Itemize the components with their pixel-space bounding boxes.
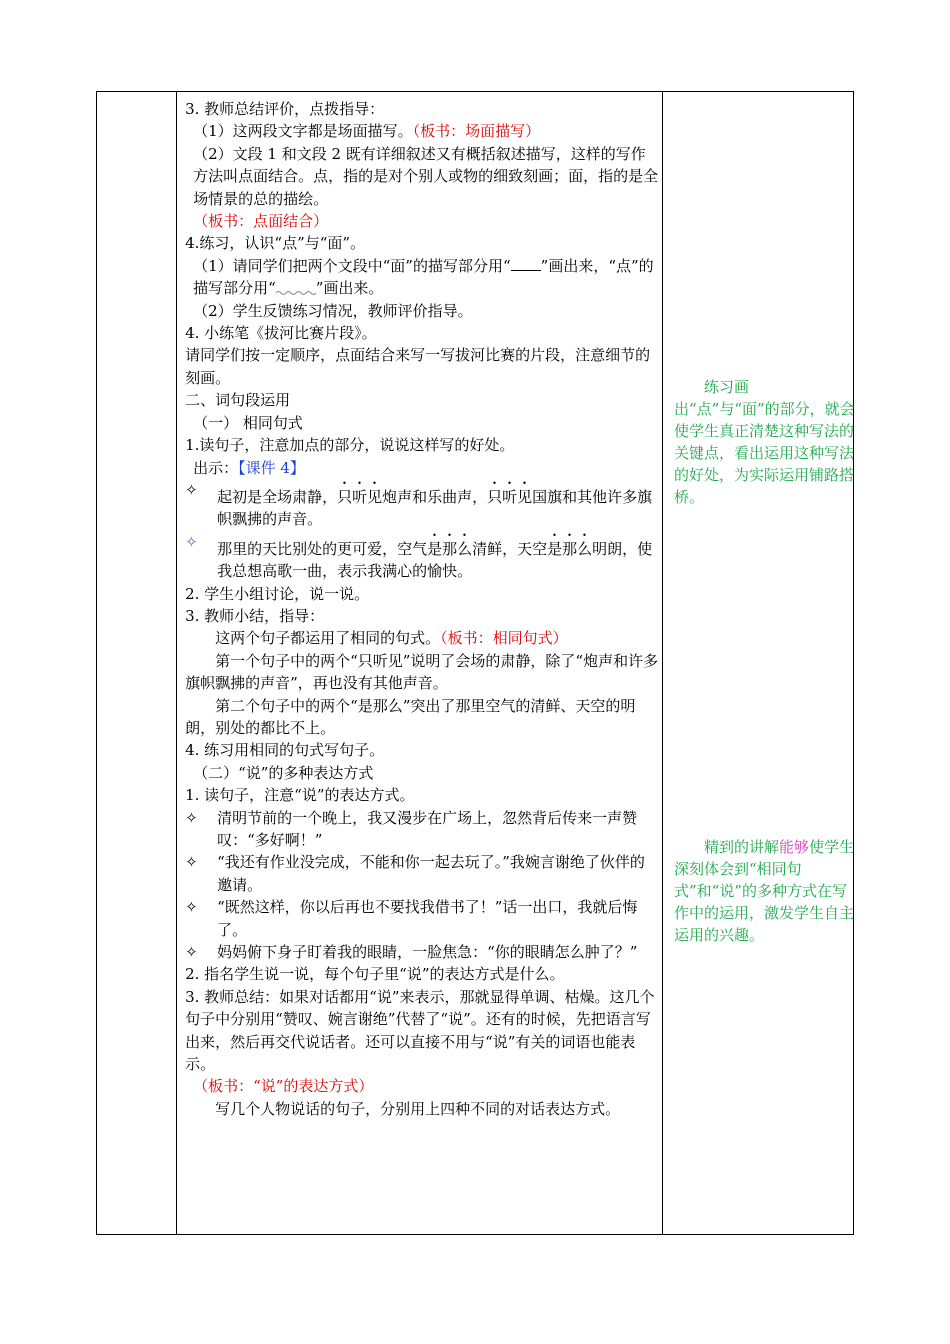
sentence-example-1: ✧ 起初是全场肃静，只听见炮声和乐曲声，只听见国旗和其他许多旗帜飘拂的声音。 [185,479,660,531]
teaching-content [177,92,662,1120]
teacher-conclusion: 3. 教师总结：如果对话都用“说”来表示，那就显得单调、枯燥。这几个句子中分别用“赞叹、婉言谢绝”代替了“说”。还有的时候，先把语言写出来，然后再交代说话者。还可以直接不用与“说”有关的词语也能表示。 [185,987,655,1074]
reading-instruction: 1.读句子，注意加点的部分，说说这样写的好处。 [185,436,515,455]
board-same-pattern: （板书：相同句式） [440,629,568,648]
emphasis-dots: 是那么 [427,539,473,558]
writing-task: 写几个人物说话的句子，分别用上四种不同的对话表达方式。 [215,1099,621,1118]
practice-same-pattern: 4. 练习用相同的句式写句子。 [185,741,385,760]
say-example-4: ✧ 妈妈俯下身子盯着我的眼睛，一脸焦急：“你的眼睛怎么肿了？” [185,941,660,963]
board-say-expression: （板书：“说”的表达方式） [193,1077,374,1096]
sentence-example-2: ✧ 那里的天比别处的更可爱，空气是那么清鲜，天空是那么明朗，使我总想高歌一曲，表示我满心的愉快。 [185,531,660,583]
blank-column [97,92,177,1235]
diamond-bullet-icon: ✧ [185,532,198,551]
board-scene-description: （板书：场面描写） [412,122,541,141]
diamond-bullet-icon: ✧ [185,808,198,827]
point-1: （1）这两段文字都是场面描写。（板书：场面描写） [193,122,541,141]
courseware-line: 出示：【课件 4】 [193,458,305,477]
read-say-instruction: 1. 读句子，注意“说”的表达方式。 [185,786,415,805]
board-point-area: （板书：点面结合） [193,212,329,231]
design-notes-cell [662,92,853,1235]
writing-exercise-heading: 4. 小练笔《拔河比赛片段》。 [185,324,377,343]
note-2-lead: 精到的讲解 [704,838,780,856]
lesson-table [96,91,854,1235]
summary-sentence-1: 第一个句子中的两个“只听见”说明了会场的肃静，除了“炮声和许多旗帜飘拂的声音”，再也没有其他声音。 [185,651,659,693]
note-2-highlight: 能够 [779,838,810,856]
say-example-3: ✧ “既然这样，你以后再也不要找我借书了！”话一出口，我就后悔了。 [185,896,660,941]
diamond-bullet-icon: ✧ [185,943,198,962]
point-2: （2）文段 1 和文段 2 既有详细叙述又有概括叙述描写，这样的写作方法叫点面结合。点，指的是对个别人或物的细致刻画；面，指的是全场情景的总的描绘。 [193,144,659,208]
note-2-body: 使学生深刻体会到“相同句式”和“说”的多种方式在写作中的运用，激发学生自主运用的兴趣。 [674,838,855,944]
practice-heading: 4.练习，认识“点”与“面”。 [185,234,366,253]
note-1-body: 出“点”与“面”的部分，就会使学生真正清楚这种写法的关键点，看出运用这种写法的好处，为实际运用铺路搭桥。 [674,400,855,506]
emphasis-dots: 是那么 [547,539,593,558]
group-discussion: 2. 学生小组讨论，说一说。 [185,584,370,603]
writing-exercise-instruction: 请同学们按一定顺序，点面结合来写一写拔河比赛的片段，注意细节的刻画。 [185,346,651,387]
section-2-heading: 二、词句段运用 [185,391,291,410]
diamond-bullet-icon: ✧ [185,480,198,499]
say-example-1: ✧ 清明节前的一个晚上，我又漫步在广场上，忽然背后传来一声赞叹：“多好啊！” [185,807,660,852]
student-answer: 2. 指名学生说一说，每个句子里“说”的表达方式是什么。 [185,965,565,984]
emphasis-dots: 只听见 [487,487,533,506]
diamond-bullet-icon: ✧ [185,898,198,917]
step-3-heading: 3. 教师总结评价，点拨指导： [185,100,385,118]
design-note-1 [664,376,866,508]
say-example-2: ✧ “我还有作业没完成，不能和你一起去玩了。”我婉言谢绝了伙伴的邀请。 [185,851,660,896]
straight-underline-mark [511,256,541,271]
courseware-tag: 【课件 4】 [238,458,305,477]
summary-sentence-2: 第二个句子中的两个“是那么”突出了那里空气的清鲜、天空的明朗，别处的都比不上。 [185,696,636,737]
teacher-summary-heading: 3. 教师小结，指导： [185,606,325,625]
subsection-same-sentence-pattern: （一） 相同句式 [193,413,303,432]
practice-step-2: （2）学生反馈练习情况，教师评价指导。 [193,301,473,320]
note-1-heading: 练习画 [704,378,750,396]
practice-step-1: （1）请同学们把两个文段中“面”的描写部分用“ ”画出来，“点”的描写部分用“ ”画出来。 [193,256,654,298]
emphasis-dots: 只听见 [337,487,383,506]
diamond-bullet-icon: ✧ [185,853,198,872]
subsection-say-expressions: （二）“说”的多种表达方式 [193,763,374,782]
design-note-2 [664,836,866,946]
teaching-process-cell [177,92,663,1235]
wavy-underline-mark [276,279,316,293]
summary-same-pattern: 这两个句子都运用了相同的句式。（板书：相同句式） [215,629,568,648]
